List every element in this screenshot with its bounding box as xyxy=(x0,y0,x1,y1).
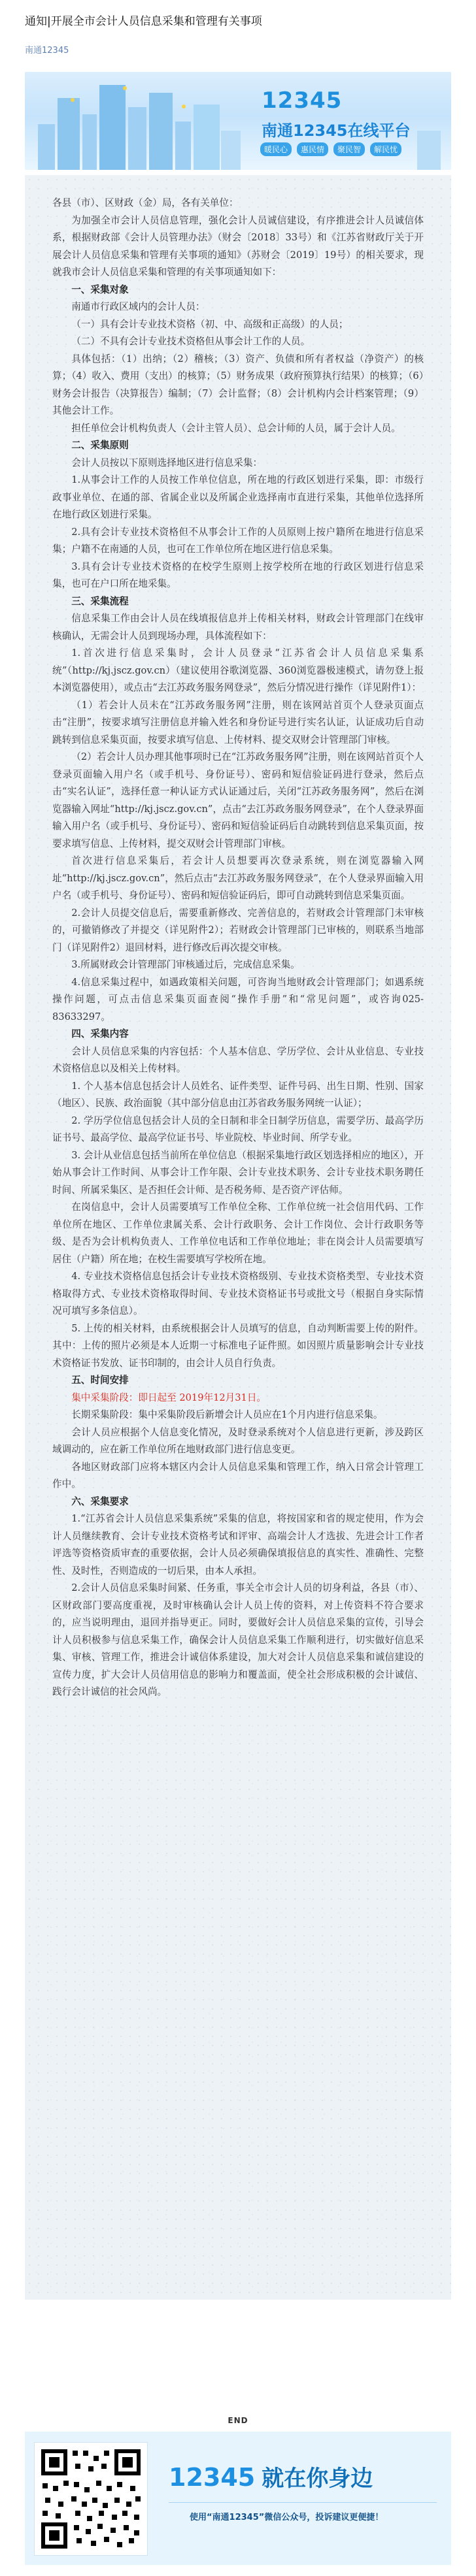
section-heading: 五、时间安排 xyxy=(71,1375,129,1386)
banner-tag: 惠民情 xyxy=(297,142,328,156)
section-heading: 四、采集内容 xyxy=(71,1028,129,1039)
notice-paragraph: 具体包括：（1）出纳；（2）稽核；（3）资产、负债和所有者权益（净资产）的核算；（4）收入、费用（支出）的核算；（5）财务成果（政府预算执行结果）的核算；（6）财务会计报告（决算报告）编制；（7）会计监督；（8）会计机构内会计档案管理；（9）其他会计工作。 xyxy=(52,353,424,416)
notice-paragraph: 会计人员应根据个人信息变化情况，及时登录系统对个人信息进行更新，涉及跨区域调动的，应在新工作单位所在地财政部门进行信息变更。 xyxy=(52,1426,424,1455)
notice-paragraph: （一）具有会计专业技术资格（初、中、高级和正高级）的人员； xyxy=(71,318,348,330)
banner-tag: 暖民心 xyxy=(260,142,292,156)
notice-paragraph: 3.所属财政会计管理部门审核通过后，完成信息采集。 xyxy=(71,959,300,970)
qr-code-image xyxy=(34,2442,148,2556)
banner-tag: 聚民智 xyxy=(333,142,365,156)
notice-paragraph: 各地区财政部门应将本辖区内会计人员信息采集和管理工作，纳入日常会计管理工作中。 xyxy=(52,1461,424,1490)
notice-paragraph: 在岗信息中，会计人员需要填写工作单位全称、工作单位统一社会信用代码、工作单位所在地区、工作单位隶属关系、会计行政职务、会计工作岗位、会计行政职务等级、是否为会计机构负责人、工作单位电话和工作单位地址；非在岗会计人员需要填写居住（户籍）所在地；在校生需要填写学校所在地。 xyxy=(52,1201,424,1265)
banner-tags xyxy=(260,142,401,156)
section-heading: 二、采集原则 xyxy=(71,440,129,451)
notice-paragraph: 5. 上传的相关材料，由系统根据会计人员填写的信息，自动判断需要上传的附件。其中：上传的照片必须是本人近期一寸标准电子证件照。如因照片质量影响会计专业技术资格证书发放、证书印制的，由会计人员自行负责。 xyxy=(52,1322,424,1369)
notice-paragraph: 首次进行信息采集后，若会计人员想要再次登录系统，则在浏览器输入网址“http://kj.jscz.gov.cn”，然后点击“去江苏政务服务网登录”，在个人登录界面输入用户名（或手机号、身份证号）、密码和短信验证码后，即可自动跳转到信息采集页面。 xyxy=(52,855,424,901)
notice-paragraph: 4.信息采集过程中，如遇政策相关问题，可咨询当地财政会计管理部门；如遇系统操作问题，可点击信息采集页面查阅“操作手册”和“常见问题”，或咨询025-83633297。 xyxy=(52,976,424,1022)
footer-tip: 使用“南通12345”微信公众号，投诉建议更便捷！ xyxy=(190,2513,384,2522)
account-name-link[interactable]: 南通12345 xyxy=(25,46,69,56)
notice-paragraph: （二）不具有会计专业技术资格但从事会计工作的人员。 xyxy=(71,336,311,347)
notice-paragraph: 各县（市）、区财政（金）局，各有关单位： xyxy=(52,197,239,208)
footer-brand-slogan: 就在你身边 xyxy=(262,2466,373,2492)
notice-paragraph: 1. 个人基本信息包括会计人员姓名、证件类型、证件号码、出生日期、性别、国家（地区）、民族、政治面貌（其中部分信息由江苏省政务服务网统一认证）； xyxy=(52,1080,424,1109)
footer-promo xyxy=(25,2432,451,2565)
notice-paragraph: 长期采集阶段：集中采集阶段后新增会计人员应在1个月内进行信息采集。 xyxy=(71,1409,383,1420)
footer-brand xyxy=(169,2460,373,2492)
notice-paragraph: 集中采集阶段：即日起至 2019年12月31日。 xyxy=(71,1392,267,1403)
notice-paragraph: 4. 专业技术资格信息包括会计专业技术资格级别、专业技术资格类型、专业技术资格取得方式、专业技术资格取得时间、专业技术资格证书号或批文号（根据自身实际情况可填写多条信息）。 xyxy=(52,1271,424,1316)
notice-paragraph: 1.首次进行信息采集时，会计人员登录“江苏省会计人员信息采集系统”（http://kj.jscz.gov.cn）（建议使用谷歌浏览器、360浏览器极速模式，请勿登上报本浏览器使用），或点击“去江苏政务服务网登录”，然后分情况进行操作（详见附件1）： xyxy=(52,647,424,693)
notice-paragraph: 2.会计人员提交信息后，需要重新修改、完善信息的，若财政会计管理部门未审核的，可撤销修改了并提交（详见附件2）；若财政会计管理部门已审核的，则联系当地部门（详见附件2）退回材料，进行修改后再次提交审核。 xyxy=(52,907,424,953)
banner-logo-number: 12345 xyxy=(262,88,343,114)
notice-paragraph: 担任单位会计机构负责人（会计主管人员）、总会计师的人员，属于会计人员。 xyxy=(71,422,401,434)
notice-paragraph: （2）若会计人员办理其他事项时已在“江苏政务服务网”注册，则在该网站首页个人登录页面输入用户名（或手机号、身份证号）、密码和短信验证码进行登录，然后点击“实名认证”，选择任意一种认证方式认证通过后，关闭“江苏政务服务网”，然后在浏览器输入网址“http://kj.jscz.gov.cn”，点击“去江苏政务服务网登录”，在个人登录界面输入用户名（或手机号、身份证号）、密码和短信验证码后自动跳转到信息采集页面，按要求填写信息、上传材料，提交双财会计管理部门审核。 xyxy=(52,751,424,849)
section-heading: 一、采集对象 xyxy=(71,284,129,295)
article-title: 通知|开展全市会计人员信息采集和管理有关事项 xyxy=(25,15,262,28)
banner-tag: 解民忧 xyxy=(370,142,401,156)
end-label: END xyxy=(228,2416,248,2425)
notice-paragraph: 1.“江苏省会计人员信息采集系统”采集的信息，将按国家和省的规定使用，作为会计人员继续教育、会计专业技术资格考试和评审、高端会计人才选拔、先进会计工作者评选等资格资质审查的重要依据，会计人员必须确保填报信息的真实性、准确性、完整性、及时性，否则造成的一切后果，由本人承担。 xyxy=(52,1513,424,1576)
notice-paragraph: 信息采集工作由会计人员在线填报信息并上传相关材料，财政会计管理部门在线审核确认，无需会计人员到现场办理，具体流程如下： xyxy=(52,613,424,642)
notice-paragraph: 会计人员按以下原则选择地区进行信息采集： xyxy=(71,457,263,468)
notice-paragraph: 2. 学历学位信息包括会计人员的全日制和非全日制学历信息，需要学历、最高学历证书号、最高学位、最高学位证书号、毕业院校、毕业时间、所学专业。 xyxy=(52,1115,424,1143)
section-heading: 三、采集流程 xyxy=(71,595,129,607)
notice-paragraph: 为加强全市会计人员信息管理，强化会计人员诚信建设，有序推进会计人员诚信体系，根据财政部《会计人员管理办法》（财会〔2018〕33号）和《江苏省财政厅关于开展会计人员信息采集和管理有关事项的通知》（苏财会〔2019〕19号）的相关要求，现就我市会计人员信息采集和管理的有关事项通知如下： xyxy=(52,214,424,278)
notice-paragraph: （1）若会计人员未在“江苏政务服务网”注册，则在该网站首页个人登录页面点击“注册”，按要求填写注册信息并输入姓名和身份证号进行实名认证，认证成功后自动跳转到信息采集页面，按要求填写信息、上传材料、提交双财会计管理部门审核。 xyxy=(52,699,424,745)
notice-paragraph: 会计人员信息采集的内容包括：个人基本信息、学历学位、会计从业信息、专业技术资格信息以及相关上传材料。 xyxy=(52,1045,424,1074)
notice-paragraph: 1.从事会计工作的人员按工作单位信息，所在地的行政区划进行采集，即：市级行政事业单位、在通的部、省属企业以及所属企业选择南市直进行采集，其他单位选择所在地行政区划进行采集。 xyxy=(52,474,424,520)
qr-code-icon xyxy=(39,2447,143,2551)
section-heading: 六、采集要求 xyxy=(71,1495,129,1507)
notice-paragraph: 2.具有会计专业技术资格但不从事会计工作的人员原则上按户籍所在地进行信息采集；户籍不在南通的人员，也可在工作单位所在地区进行信息采集。 xyxy=(52,526,424,555)
notice-body xyxy=(52,195,424,1701)
banner-image xyxy=(25,72,451,170)
notice-paragraph: 3.具有会计专业技术资格的在校学生原则上按学校所在地的行政区划进行信息采集，也可在户口所在地采集。 xyxy=(52,561,424,589)
footer-brand-number: 12345 xyxy=(169,2463,256,2492)
notice-paragraph: 3. 会计从业信息包括当前所在单位信息（根据采集地行政区划选择相应的地区），开始从事会计工作时间、从事会计工作年限、会计专业技术职务、会计专业技术职务聘任时间、所属采集区、是否担任会计师、是否税务师、是否资产评估师。 xyxy=(52,1149,424,1196)
notice-paragraph: 2.会计人员信息采集时间紧、任务重，事关全市会计人员的切身利益，各县（市）、区财政部门要高度重视，及时审核确认会计人员上传的资料，对上传资料不符合要求的，应当说明理由，退回并指导更正。同时，要做好会计人员信息采集的宣传，引导会计人员积极参与信息采集工作，确保会计人员信息采集工作顺利进行，切实做好信息采集、审核、管理工作，推进会计诚信体系建设，加大对会计人员信息采集和诚信建设的宣传力度，扩大会计人员信用信息的影响力和覆盖面，使全社会形成积极的会计诚信、践行会计诚信的社会风尚。 xyxy=(52,1582,424,1697)
banner-logo-text: 南通12345在线平台 xyxy=(262,122,411,140)
notice-document xyxy=(25,175,451,2300)
notice-paragraph: 南通市行政区域内的会计人员： xyxy=(71,301,205,312)
